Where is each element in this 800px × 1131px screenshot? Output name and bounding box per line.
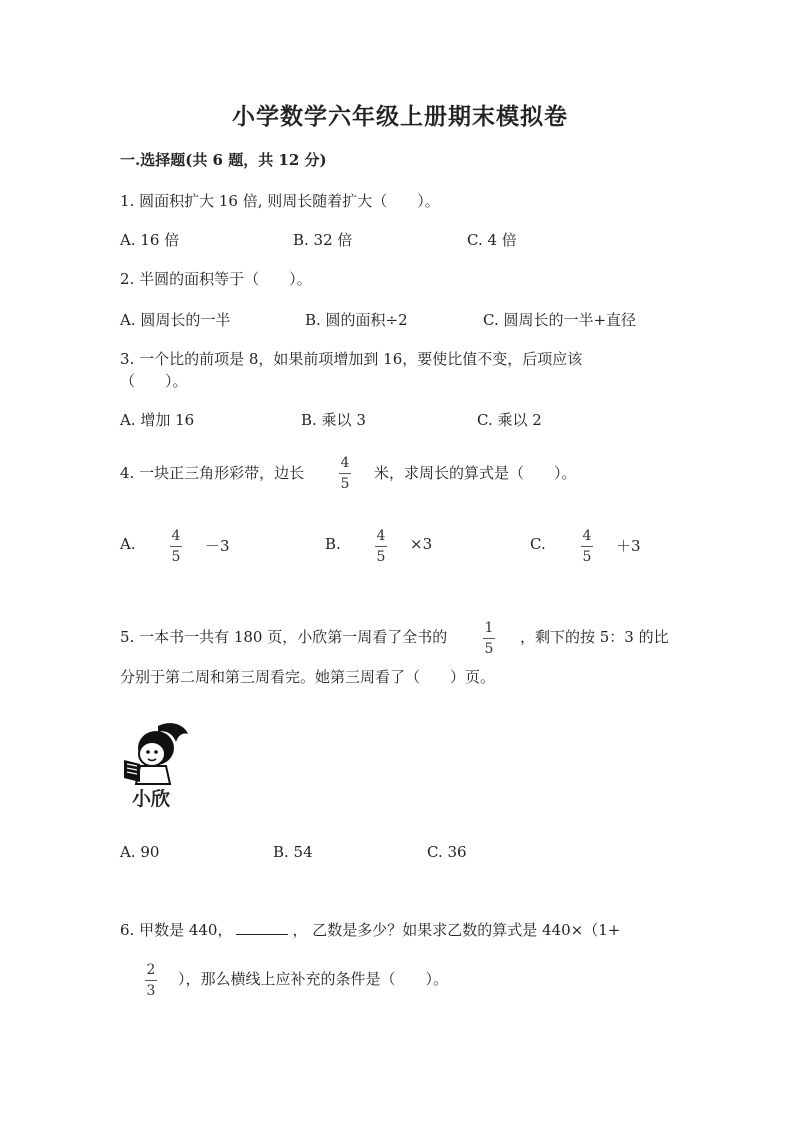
q4-option-b-tail: ×3: [410, 535, 433, 553]
fraction-numerator: 4: [171, 528, 181, 544]
q4-option-b-label: B.: [325, 535, 341, 553]
fraction-denominator: 3: [146, 983, 156, 999]
question-6-stem-pre: 6. 甲数是 440，: [120, 921, 233, 939]
question-3-stem: 3. 一个比的前项是 8，如果前项增加到 16，要使比值不变，后项应该: [120, 350, 583, 368]
q4-option-c-tail: ＋3: [616, 537, 641, 555]
q6-fraction: [144, 962, 158, 999]
q2-option-a: A. 圆周长的一半: [120, 311, 231, 329]
q5-option-a: A. 90: [120, 843, 160, 861]
q4-option-a-fraction: [169, 528, 183, 565]
fraction-bar: [339, 473, 351, 474]
fraction-numerator: 4: [340, 455, 350, 471]
q1-option-a: A. 16 倍: [120, 231, 180, 249]
fraction-numerator: 4: [582, 528, 592, 544]
question-6-stem-mid: ， 乙数是多少？如果求乙数的算式是 440×（1+: [292, 921, 621, 939]
fraction-denominator: 5: [340, 476, 350, 492]
q1-option-c: C. 4 倍: [467, 231, 517, 249]
fraction-denominator: 5: [376, 549, 386, 565]
section-heading: 一.选择题(共 6 题，共 12 分): [120, 151, 327, 169]
question-2-stem: 2. 半圆的面积等于（ ）。: [120, 270, 312, 288]
question-4-stem-post: 米，求周长的算式是（ ）。: [374, 464, 577, 482]
question-4-stem-pre: 4. 一块正三角形彩带，边长: [120, 464, 305, 482]
q4-option-a-label: A.: [120, 535, 136, 553]
page-title: 小学数学六年级上册期末模拟卷: [232, 103, 568, 130]
q5-option-b: B. 54: [273, 843, 313, 861]
q4-option-a-tail: －3: [205, 537, 230, 555]
answer-blank-line: [236, 920, 288, 935]
q2-option-c: C. 圆周长的一半+直径: [483, 311, 637, 329]
fraction-bar: [581, 546, 593, 547]
question-6-stem-cont: ），那么横线上应补充的条件是（ ）。: [178, 970, 449, 988]
fraction-numerator: 2: [146, 962, 156, 978]
question-5-stem-post: ，剩下的按 5：3 的比: [520, 628, 669, 646]
question-5-stem-pre: 5. 一本书一共有 180 页，小欣第一周看了全书的: [120, 628, 448, 646]
q3-option-a: A. 增加 16: [120, 411, 195, 429]
fraction-numerator: 1: [484, 620, 494, 636]
fraction-bar: [375, 546, 387, 547]
q4-fraction: [338, 455, 352, 492]
girl-reading-icon: [118, 718, 198, 788]
fraction-denominator: 5: [171, 549, 181, 565]
q4-option-c-label: C.: [530, 535, 546, 553]
q5-fraction: [482, 620, 496, 657]
question-6-stem: [120, 919, 620, 940]
q3-option-b: B. 乘以 3: [301, 411, 366, 429]
q3-option-c: C. 乘以 2: [477, 411, 542, 429]
illustration-caption: 小欣: [132, 788, 171, 810]
fraction-bar: [483, 638, 495, 639]
fraction-bar: [170, 546, 182, 547]
fraction-numerator: 4: [376, 528, 386, 544]
question-3-stem-cont: （ ）。: [120, 372, 188, 390]
question-5-stem-cont: 分别于第二周和第三周看完。她第三周看了（ ）页。: [120, 668, 496, 686]
q5-option-c: C. 36: [427, 843, 467, 861]
girl-reading-illustration: [118, 718, 198, 810]
q4-option-b-fraction: [374, 528, 388, 565]
q1-option-b: B. 32 倍: [293, 231, 353, 249]
fraction-bar: [145, 980, 157, 981]
fraction-denominator: 5: [582, 549, 592, 565]
question-1-stem: 1. 圆面积扩大 16 倍, 则周长随着扩大（ ）。: [120, 192, 440, 210]
fraction-denominator: 5: [484, 641, 494, 657]
q4-option-c-fraction: [580, 528, 594, 565]
q2-option-b: B. 圆的面积÷2: [305, 311, 408, 329]
